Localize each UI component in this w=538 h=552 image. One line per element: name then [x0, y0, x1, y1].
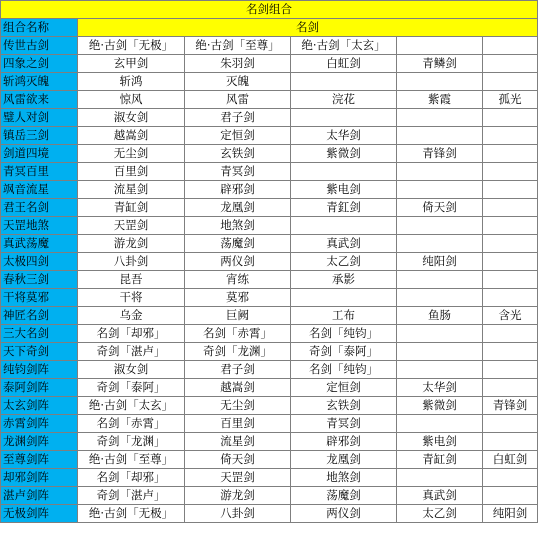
- sword-cell: 天罡剑: [185, 469, 291, 487]
- sword-cell: 名剑「赤霄」: [78, 415, 185, 433]
- sword-cell: [483, 487, 538, 505]
- table-row: [1, 163, 538, 181]
- sword-cell: [397, 325, 483, 343]
- sword-cell: 紫微剑: [397, 397, 483, 415]
- sword-cell: 工布: [291, 307, 397, 325]
- sword-cell: 紫电剑: [291, 181, 397, 199]
- sword-cell: 青冥剑: [185, 163, 291, 181]
- sword-cell: 百里剑: [185, 415, 291, 433]
- sword-cell: 名剑「纯钧」: [291, 325, 397, 343]
- sword-cell: 干将: [78, 289, 185, 307]
- sword-cell: [397, 127, 483, 145]
- sword-cell: 绝·古剑「无极」: [78, 37, 185, 55]
- sword-cell: 名剑「却邪」: [78, 469, 185, 487]
- combo-name-cell: 太极四剑: [1, 253, 78, 271]
- sword-cell: 定恒剑: [185, 127, 291, 145]
- combo-name-cell: 璧人对剑: [1, 109, 78, 127]
- sword-cell: 龙凰剑: [185, 199, 291, 217]
- sword-cell: 八卦剑: [78, 253, 185, 271]
- sword-cell: 名剑「赤霄」: [185, 325, 291, 343]
- sword-cell: 朱羽剑: [185, 55, 291, 73]
- table-row: [1, 451, 538, 469]
- sword-cell: [483, 361, 538, 379]
- sword-cell: 无尘剑: [78, 145, 185, 163]
- sword-cell: 流星剑: [78, 181, 185, 199]
- sword-cell: [483, 37, 538, 55]
- sword-cell: 越嵩剑: [78, 127, 185, 145]
- table-row: [1, 37, 538, 55]
- sword-cell: [397, 469, 483, 487]
- sword-cell: 奇剑「泰阿」: [78, 379, 185, 397]
- sword-cell: [483, 163, 538, 181]
- table-row: [1, 73, 538, 91]
- table-row: [1, 307, 538, 325]
- sword-cell: 昆吾: [78, 271, 185, 289]
- combo-name-cell: 赤霄剑阵: [1, 415, 78, 433]
- table-row: [1, 505, 538, 523]
- sword-cell: [291, 163, 397, 181]
- sword-cell: 承影: [291, 271, 397, 289]
- sword-cell: 奇剑「湛卢」: [78, 343, 185, 361]
- sword-cell: [483, 469, 538, 487]
- sword-cell: [483, 325, 538, 343]
- sword-cell: [483, 181, 538, 199]
- sword-cell: [483, 235, 538, 253]
- table-row: [1, 289, 538, 307]
- sword-cell: 无尘剑: [185, 397, 291, 415]
- combo-name-cell: 天下奇剑: [1, 343, 78, 361]
- combo-name-cell: 三大名剑: [1, 325, 78, 343]
- sword-cell: 斩鸿: [78, 73, 185, 91]
- sword-cell: 真武剑: [291, 235, 397, 253]
- sword-cell: [483, 145, 538, 163]
- sword-cell: 越嵩剑: [185, 379, 291, 397]
- sword-cell: [483, 55, 538, 73]
- sword-cell: 倚天剑: [397, 199, 483, 217]
- sword-cell: [291, 289, 397, 307]
- table-row: [1, 469, 538, 487]
- table-row: [1, 181, 538, 199]
- table-row: [1, 145, 538, 163]
- sword-cell: 纯阳剑: [483, 505, 538, 523]
- sword-cell: 太乙剑: [397, 505, 483, 523]
- sword-cell: 白虹剑: [291, 55, 397, 73]
- table-row: [1, 379, 538, 397]
- table-row: [1, 397, 538, 415]
- sword-cell: [483, 109, 538, 127]
- combo-name-cell: 湛卢剑阵: [1, 487, 78, 505]
- table-row: [1, 91, 538, 109]
- sword-cell: [483, 127, 538, 145]
- table-row: [1, 55, 538, 73]
- table-row: [1, 109, 538, 127]
- sword-cell: [397, 271, 483, 289]
- sword-cell: 太华剑: [291, 127, 397, 145]
- sword-cell: 淑女剑: [78, 109, 185, 127]
- sword-cell: 紫电剑: [397, 433, 483, 451]
- sword-cell: 玄铁剑: [185, 145, 291, 163]
- sword-cell: [397, 343, 483, 361]
- sword-cell: 青鳞剑: [397, 55, 483, 73]
- sword-cell: 天罡剑: [78, 217, 185, 235]
- sword-cell: 青缸剑: [78, 199, 185, 217]
- sword-cell: [483, 253, 538, 271]
- table-row: [1, 271, 538, 289]
- sword-cell: 名剑「却邪」: [78, 325, 185, 343]
- sword-cell: 含光: [483, 307, 538, 325]
- sword-cell: 宵练: [185, 271, 291, 289]
- sword-cell: [483, 289, 538, 307]
- table-title: 名剑组合: [1, 1, 538, 19]
- header-swords: 名剑: [78, 19, 538, 37]
- sword-cell: [397, 289, 483, 307]
- sword-cell: 巨阙: [185, 307, 291, 325]
- sword-cell: [483, 217, 538, 235]
- sword-cell: 青锋剑: [483, 397, 538, 415]
- combo-name-cell: 至尊剑阵: [1, 451, 78, 469]
- sword-cell: [483, 199, 538, 217]
- sword-cell: 青釭剑: [291, 199, 397, 217]
- sword-cell: 绝·古剑「无极」: [78, 505, 185, 523]
- sword-cell: 太华剑: [397, 379, 483, 397]
- sword-cell: 两仪剑: [291, 505, 397, 523]
- table-row: [1, 253, 538, 271]
- table-row: [1, 127, 538, 145]
- combo-name-cell: 镇岳三剑: [1, 127, 78, 145]
- sword-cell: 奇剑「湛卢」: [78, 487, 185, 505]
- sword-cell: [483, 379, 538, 397]
- sword-cell: 紫微剑: [291, 145, 397, 163]
- sword-cell: [397, 73, 483, 91]
- sword-cell: [483, 415, 538, 433]
- sword-cell: 惊风: [78, 91, 185, 109]
- sword-cell: 两仪剑: [185, 253, 291, 271]
- sword-cell: 浣花: [291, 91, 397, 109]
- sword-cell: [397, 163, 483, 181]
- combo-name-cell: 斩鸿灭魄: [1, 73, 78, 91]
- sword-cell: [397, 37, 483, 55]
- combo-name-cell: 龙渊剑阵: [1, 433, 78, 451]
- combo-name-cell: 神匠名剑: [1, 307, 78, 325]
- sword-cell: 玄铁剑: [291, 397, 397, 415]
- table-row: [1, 487, 538, 505]
- sword-cell: [291, 73, 397, 91]
- sword-cell: 绝·古剑「至尊」: [78, 451, 185, 469]
- sword-cell: 荡魔剑: [291, 487, 397, 505]
- sword-cell: 青缸剑: [397, 451, 483, 469]
- combo-name-cell: 太玄剑阵: [1, 397, 78, 415]
- sword-cell: 奇剑「龙渊」: [78, 433, 185, 451]
- sword-cell: 莫邪: [185, 289, 291, 307]
- sword-cell: [483, 343, 538, 361]
- sword-cell: [483, 271, 538, 289]
- sword-cell: 君子剑: [185, 109, 291, 127]
- sword-cell: [291, 217, 397, 235]
- sword-cell: 龙凰剑: [291, 451, 397, 469]
- sword-cell: 淑女剑: [78, 361, 185, 379]
- header-row: [1, 19, 538, 37]
- sword-cell: 地煞剑: [185, 217, 291, 235]
- combo-name-cell: 无极剑阵: [1, 505, 78, 523]
- sword-cell: 灭魄: [185, 73, 291, 91]
- sword-cell: 名剑「纯钧」: [291, 361, 397, 379]
- sword-cell: 地煞剑: [291, 469, 397, 487]
- sword-cell: [397, 181, 483, 199]
- sword-cell: 游龙剑: [185, 487, 291, 505]
- sword-cell: 乌金: [78, 307, 185, 325]
- combo-name-cell: 天罡地煞: [1, 217, 78, 235]
- table-row: [1, 361, 538, 379]
- sword-cell: 绝·古剑「太玄」: [78, 397, 185, 415]
- sword-cell: 荡魔剑: [185, 235, 291, 253]
- combo-name-cell: 剑道四境: [1, 145, 78, 163]
- combo-name-cell: 青冥百里: [1, 163, 78, 181]
- sword-cell: [397, 109, 483, 127]
- table-row: [1, 433, 538, 451]
- combo-name-cell: 春秋三剑: [1, 271, 78, 289]
- sword-cell: 纯阳剑: [397, 253, 483, 271]
- sword-cell: 百里剑: [78, 163, 185, 181]
- combo-name-cell: 真武荡魔: [1, 235, 78, 253]
- sword-cell: 紫霞: [397, 91, 483, 109]
- table-row: [1, 325, 538, 343]
- sword-cell: 辟邪剑: [291, 433, 397, 451]
- sword-cell: [397, 361, 483, 379]
- sword-cell: 君子剑: [185, 361, 291, 379]
- combo-name-cell: 飒音流星: [1, 181, 78, 199]
- sword-cell: 定恒剑: [291, 379, 397, 397]
- sword-cell: [397, 415, 483, 433]
- sword-cell: [483, 433, 538, 451]
- table-row: [1, 199, 538, 217]
- sword-cell: [291, 109, 397, 127]
- sword-cell: 八卦剑: [185, 505, 291, 523]
- table-row: [1, 235, 538, 253]
- table-row: [1, 415, 538, 433]
- sword-cell: 绝·古剑「太玄」: [291, 37, 397, 55]
- combo-name-cell: 干将莫邪: [1, 289, 78, 307]
- sword-cell: 倚天剑: [185, 451, 291, 469]
- sword-cell: 风雷: [185, 91, 291, 109]
- sword-cell: 奇剑「泰阿」: [291, 343, 397, 361]
- sword-cell: 奇剑「龙渊」: [185, 343, 291, 361]
- table-row: [1, 343, 538, 361]
- sword-cell: [483, 73, 538, 91]
- header-combo-name: 组合名称: [1, 19, 78, 37]
- sword-cell: 玄甲剑: [78, 55, 185, 73]
- sword-cell: 青锋剑: [397, 145, 483, 163]
- sword-cell: 辟邪剑: [185, 181, 291, 199]
- sword-cell: 绝·古剑「至尊」: [185, 37, 291, 55]
- combo-name-cell: 四象之剑: [1, 55, 78, 73]
- sword-cell: 白虹剑: [483, 451, 538, 469]
- sword-cell: 孤光: [483, 91, 538, 109]
- title-row: [1, 1, 538, 19]
- combo-name-cell: 风雷欲来: [1, 91, 78, 109]
- sword-cell: [397, 235, 483, 253]
- combo-name-cell: 纯钧剑阵: [1, 361, 78, 379]
- sword-cell: 真武剑: [397, 487, 483, 505]
- sword-cell: 青冥剑: [291, 415, 397, 433]
- combo-name-cell: 却邪剑阵: [1, 469, 78, 487]
- sword-cell: [397, 217, 483, 235]
- combo-name-cell: 传世古剑: [1, 37, 78, 55]
- sword-cell: 流星剑: [185, 433, 291, 451]
- sword-cell: 游龙剑: [78, 235, 185, 253]
- sword-cell: 太乙剑: [291, 253, 397, 271]
- combo-name-cell: 泰阿剑阵: [1, 379, 78, 397]
- sword-cell: 鱼肠: [397, 307, 483, 325]
- combo-name-cell: 君王名剑: [1, 199, 78, 217]
- table-row: [1, 217, 538, 235]
